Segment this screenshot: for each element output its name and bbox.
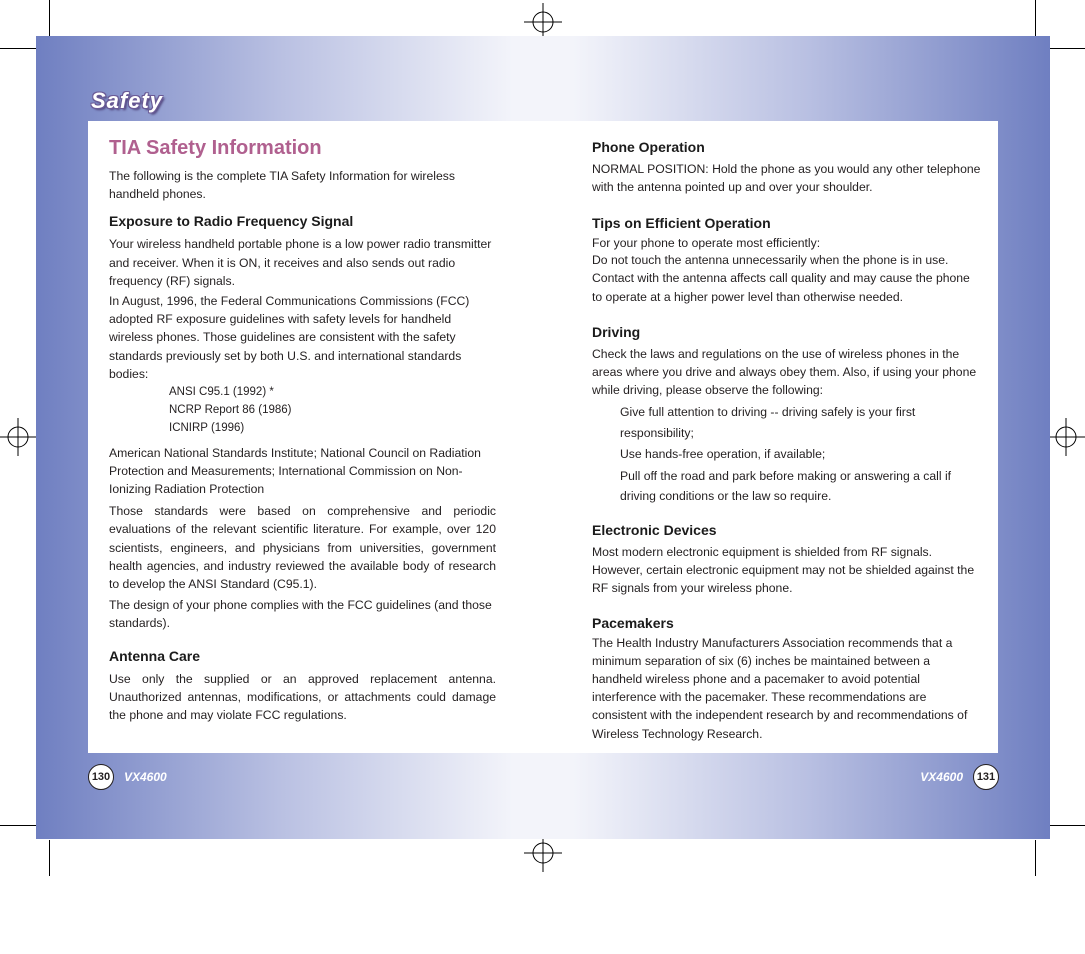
crop-mark bbox=[1035, 0, 1036, 36]
page-title: TIA Safety Information bbox=[109, 137, 322, 159]
heading-electronic-devices: Electronic Devices bbox=[592, 521, 717, 538]
page-number: 131 bbox=[973, 764, 999, 790]
crop-mark bbox=[0, 48, 36, 49]
footer-left bbox=[88, 764, 177, 790]
evaluations-paragraph: Those standards were based on comprehensive and periodic evaluations of the relevant scientific literature. For example, over 120 scientists, engineers, and physicians from universities, government health agencies, and industry reviewed the available body of research to develop the ANSI Standard (C95.1). bbox=[109, 504, 496, 592]
bodies-paragraph: American National Standards Institute; National Council on Radiation Protection and Measurements; International Commission on Non-Ionizing Radiation Protection bbox=[109, 445, 481, 497]
crop-mark bbox=[1035, 840, 1036, 876]
antenna-paragraph: Use only the supplied or an approved replacement antenna. Unauthorized antennas, modifications, or attachments could damage the phone and may violate FCC regulations. bbox=[109, 671, 496, 723]
crop-mark bbox=[1050, 825, 1085, 826]
crop-mark bbox=[49, 0, 50, 36]
crop-mark bbox=[0, 825, 36, 826]
exposure-paragraph-2: In August, 1996, the Federal Communications Commissions (FCC) adopted RF exposure guidelines with safety levels for handheld wireless phones. Those guidelines are consistent with the safety standards previously set by both U.S. and international standards bodies: bbox=[109, 294, 470, 381]
pacemakers-paragraph: The Health Industry Manufacturers Association recommends that a minimum separation of six (6) inches be maintained between a handheld wireless phone and a pacemaker to avoid potential interference with the pacemaker. These recommendations are consistent with the independent research by and recommendations of Wireless Technology Research. bbox=[592, 635, 968, 741]
intro-paragraph: The following is the complete TIA Safety Information for wireless handheld phones. bbox=[109, 169, 455, 202]
heading-antenna-care: Antenna Care bbox=[109, 647, 201, 664]
driving-paragraph: Check the laws and regulations on the use of wireless phones in the areas where you drive and always obey them. Also, if using your phone while driving, please observe the following: bbox=[592, 346, 977, 398]
design-paragraph: The design of your phone complies with the FCC guidelines (and those standards). bbox=[109, 598, 492, 631]
list-item: NCRP Report 86 (1986) bbox=[169, 404, 292, 417]
right-column bbox=[592, 137, 982, 743]
list-item: Give full attention to driving -- driving safely is your first responsibility; bbox=[620, 405, 916, 440]
footer-right bbox=[910, 764, 999, 790]
model-name: VX4600 bbox=[124, 770, 167, 784]
list-item: ANSI C95.1 (1992) * bbox=[169, 386, 274, 399]
standards-list bbox=[109, 383, 496, 438]
heading-driving: Driving bbox=[592, 323, 641, 340]
list-item: Use hands-free operation, if available; bbox=[620, 447, 826, 462]
heading-tips: Tips on Efficient Operation bbox=[592, 215, 771, 232]
heading-pacemakers: Pacemakers bbox=[592, 614, 674, 631]
heading-phone-operation: Phone Operation bbox=[592, 139, 705, 155]
tips-paragraph-3: Contact with the antenna affects call quality and may cause the phone to operate at a higher power level than otherwise needed. bbox=[592, 271, 970, 304]
registration-mark-icon bbox=[1047, 418, 1085, 456]
crop-mark bbox=[1050, 48, 1085, 49]
model-name: VX4600 bbox=[920, 770, 963, 784]
phone-operation-paragraph: NORMAL POSITION: Hold the phone as you would any other telephone with the antenna pointed up and over your shoulder. bbox=[592, 162, 981, 195]
page-number: 130 bbox=[88, 764, 114, 790]
registration-mark-icon bbox=[0, 418, 37, 456]
exposure-paragraph-1: Your wireless handheld portable phone is a low power radio transmitter and receiver. When it is ON, it receives and also sends out radio frequency (RF) signals. bbox=[109, 237, 492, 288]
driving-list bbox=[592, 402, 982, 507]
tips-paragraph-2: Do not touch the antenna unnecessarily when the phone is in use. bbox=[592, 253, 949, 268]
tips-paragraph-1: For your phone to operate most efficiently: bbox=[592, 236, 821, 251]
crop-mark bbox=[49, 840, 50, 876]
section-title: Safety bbox=[91, 88, 164, 113]
list-item: ICNIRP (1996) bbox=[169, 422, 245, 435]
list-item: Pull off the road and park before making or answering a call if driving conditions or the law so require. bbox=[620, 468, 952, 504]
heading-exposure: Exposure to Radio Frequency Signal bbox=[109, 213, 354, 230]
registration-mark-icon bbox=[524, 834, 562, 872]
left-column bbox=[109, 135, 496, 724]
electronic-paragraph: Most modern electronic equipment is shielded from RF signals. However, certain electronic equipment may not be shielded against the RF signals from your wireless phone. bbox=[592, 544, 975, 596]
